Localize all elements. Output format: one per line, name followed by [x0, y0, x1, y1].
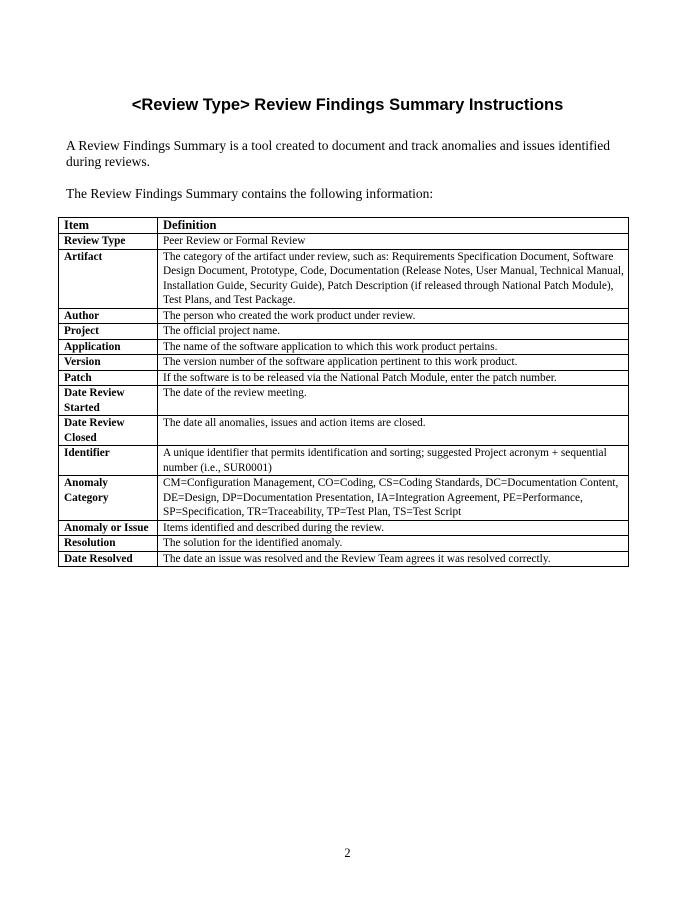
table-row-patch: [59, 370, 629, 386]
item-cell: Date Review Closed: [59, 416, 158, 446]
definition-cell: The date an issue was resolved and the Review Team agrees it was resolved correctly.: [158, 551, 629, 567]
definition-cell: Peer Review or Formal Review: [158, 234, 629, 250]
definition-cell: The version number of the software application pertinent to this work product.: [158, 355, 629, 371]
item-cell: Project: [59, 324, 158, 340]
contains-paragraph: The Review Findings Summary contains the following information:: [66, 186, 434, 201]
page-number: 2: [344, 846, 351, 860]
table-row-resolution: [59, 536, 629, 552]
table-row-review-type: [59, 234, 629, 250]
item-cell: Patch: [59, 370, 158, 386]
definition-cell: The category of the artifact under review, such as: Requirements Specification Document, Software Design Document, Prototype, Code, Documentation (Release Notes, User Manual, Technical Manual, Installation Guide, Security Guide), Patch Description (if released through National Patch Module), Test Plans, and Test Package.: [158, 249, 629, 308]
item-cell: Anomaly or Issue: [59, 520, 158, 536]
item-cell: Version: [59, 355, 158, 371]
item-cell: Application: [59, 339, 158, 355]
item-cell: Date Resolved: [59, 551, 158, 567]
intro-paragraph: A Review Findings Summary is a tool created to document and track anomalies and issues identified during reviews.: [66, 138, 611, 169]
header-item: Item: [59, 218, 158, 234]
definition-cell: The official project name.: [158, 324, 629, 340]
table-row-application: [59, 339, 629, 355]
item-cell: Review Type: [59, 234, 158, 250]
table-row-artifact: [59, 249, 629, 308]
definition-cell: Items identified and described during the review.: [158, 520, 629, 536]
definition-cell: The name of the software application to which this work product pertains.: [158, 339, 629, 355]
definition-cell: The solution for the identified anomaly.: [158, 536, 629, 552]
definition-cell: If the software is to be released via the National Patch Module, enter the patch number.: [158, 370, 629, 386]
table-row-author: [59, 308, 629, 324]
definition-cell: CM=Configuration Management, CO=Coding, CS=Coding Standards, DC=Documentation Content, DE=Design, DP=Documentation Presentation, IA=Integration Agreement, PE=Performance, SP=Specification, TR=Traceability, TP=Test Plan, TS=Test Script: [158, 476, 629, 521]
table-row-identifier: [59, 446, 629, 476]
item-cell: Date Review Started: [59, 386, 158, 416]
table-header-row: [59, 218, 629, 234]
table-row-project: [59, 324, 629, 340]
definition-cell: A unique identifier that permits identification and sorting; suggested Project acronym + sequential number (i.e., SUR0001): [158, 446, 629, 476]
definition-cell: The date of the review meeting.: [158, 386, 629, 416]
item-cell: Anomaly Category: [59, 476, 158, 521]
definition-cell: The person who created the work product under review.: [158, 308, 629, 324]
item-cell: Author: [59, 308, 158, 324]
table-row-date-review-closed: [59, 416, 629, 446]
item-cell: Identifier: [59, 446, 158, 476]
table-row-date-resolved: [59, 551, 629, 567]
table-row-anomaly-or-issue: [59, 520, 629, 536]
item-cell: Artifact: [59, 249, 158, 308]
table-row-version: [59, 355, 629, 371]
findings-definition-table: [58, 217, 629, 567]
table-row-anomaly-category: [59, 476, 629, 521]
item-cell: Resolution: [59, 536, 158, 552]
page-title: <Review Type> Review Findings Summary Instructions: [131, 96, 564, 114]
table-row-date-review-started: [59, 386, 629, 416]
definition-cell: The date all anomalies, issues and action items are closed.: [158, 416, 629, 446]
header-definition: Definition: [158, 218, 629, 234]
